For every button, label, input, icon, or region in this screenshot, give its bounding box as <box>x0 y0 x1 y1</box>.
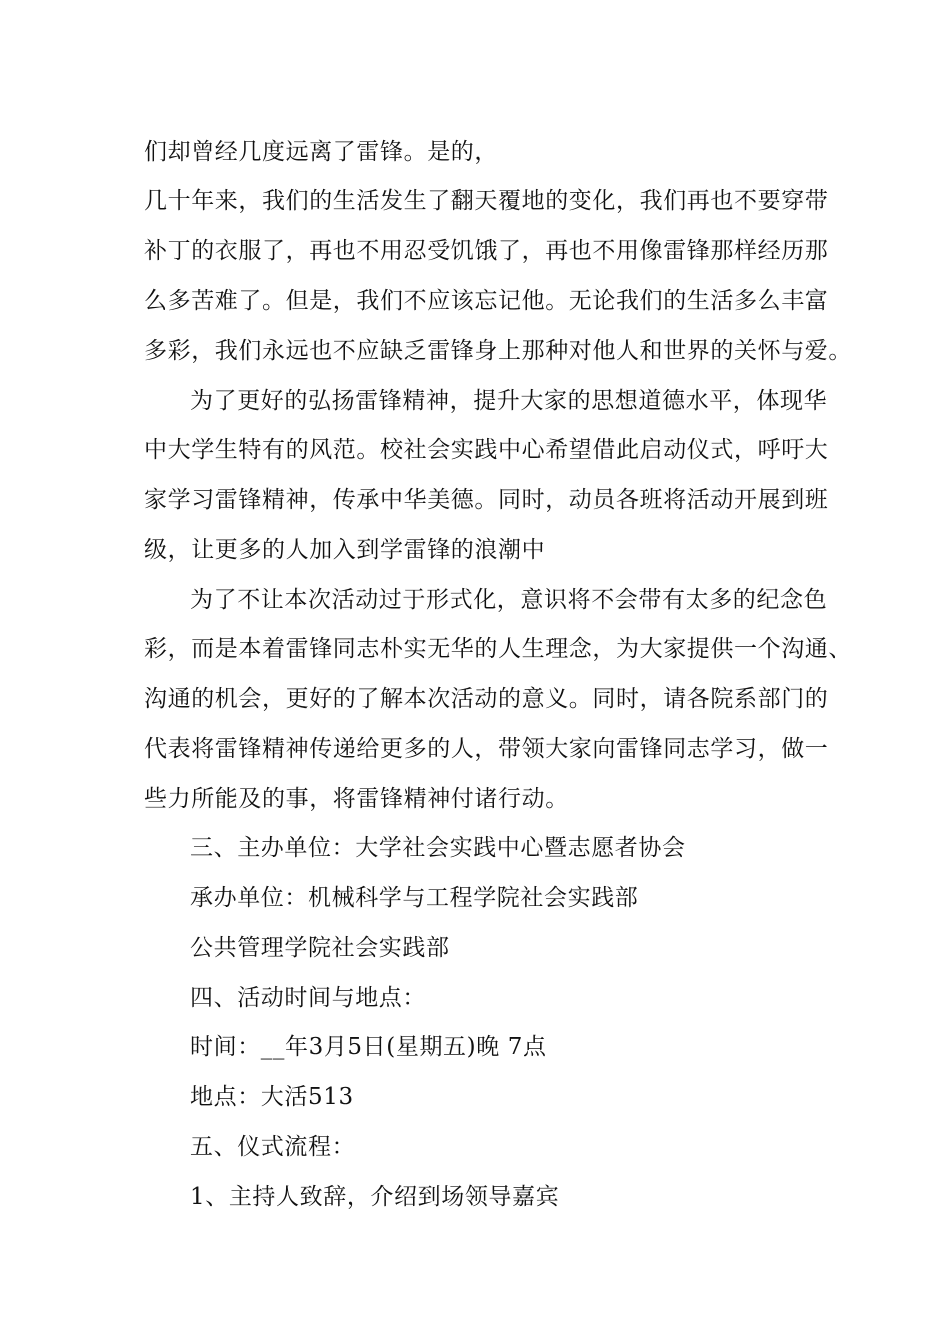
text-line: 级，让更多的人加入到学雷锋的浪潮中 <box>144 537 546 563</box>
text-line: 沟通的机会，更好的了解本次活动的意义。同时，请各院系部门的 <box>144 686 829 712</box>
text-line: 们却曾经几度远离了雷锋。是的， <box>144 139 498 165</box>
time-line: 时间：__年3月5日(星期五)晚 7点 <box>190 1034 547 1060</box>
text-line: 彩，而是本着雷锋同志朴实无华的人生理念，为大家提供一个沟通、 <box>144 636 852 662</box>
section-heading: 四、活动时间与地点： <box>190 985 426 1011</box>
text-line: 补丁的衣服了，再也不用忍受饥饿了，再也不用像雷锋那样经历那 <box>144 238 829 264</box>
text-line: 几十年来，我们的生活发生了翻天覆地的变化，我们再也不要穿带 <box>144 188 829 214</box>
text-line: 些力所能及的事，将雷锋精神付诸行动。 <box>144 786 569 812</box>
text-line: 多彩，我们永远也不应缺乏雷锋身上那种对他人和世界的关怀与爱。 <box>144 338 852 364</box>
text-line: 代表将雷锋精神传递给更多的人，带领大家向雷锋同志学习，做一 <box>144 736 829 762</box>
organizer-line: 承办单位：机械科学与工程学院社会实践部 <box>190 885 639 911</box>
location-line: 地点：大活513 <box>190 1084 354 1110</box>
paragraph-start: 为了不让本次活动过于形式化，意识将不会带有太多的纪念色 <box>190 587 828 613</box>
text-line: 中大学生特有的风范。校社会实践中心希望借此启动仪式，呼吁大 <box>144 437 829 463</box>
section-heading: 五、仪式流程： <box>190 1134 356 1160</box>
paragraph-start: 为了更好的弘扬雷锋精神，提升大家的思想道德水平，体现华 <box>190 388 828 414</box>
text-line: 家学习雷锋精神，传承中华美德。同时，动员各班将活动开展到班 <box>144 487 829 513</box>
list-item: 1、主持人致辞，介绍到场领导嘉宾 <box>190 1184 560 1210</box>
organizer-line: 公共管理学院社会实践部 <box>190 935 450 961</box>
section-heading: 三、主办单位：大学社会实践中心暨志愿者协会 <box>190 835 686 861</box>
text-line: 么多苦难了。但是，我们不应该忘记他。无论我们的生活多么丰富 <box>144 288 829 314</box>
